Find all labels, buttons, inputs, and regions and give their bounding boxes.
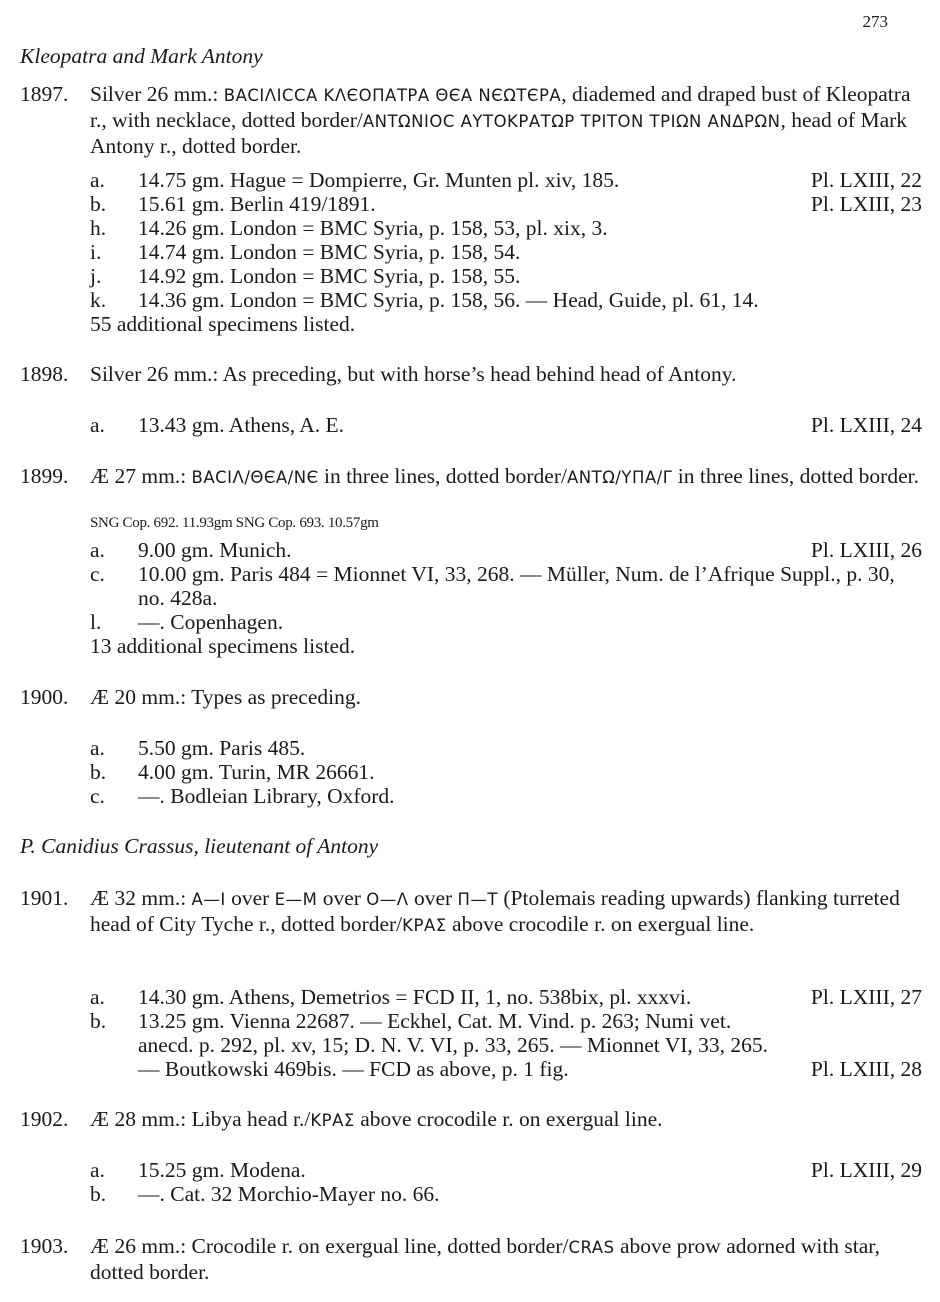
specimen-text: 4.00 gm. Turin, MR 26661.: [138, 760, 375, 784]
plate-reference: Pl. LXIII, 22: [810, 168, 922, 192]
specimen-text: —. Bodleian Library, Oxford.: [138, 784, 395, 808]
specimen-text: 13.43 gm. Athens, A. E.: [138, 413, 345, 437]
plate-reference: Pl. LXIII, 23: [810, 192, 922, 216]
reverse-legend: ΑΝΤΩΝΙΟC ΑΥΤΟΚΡΑΤΩΡ ΤΡΙΤΟΝ ΤΡΙΩΝ ΑΝΔΡΩΝ: [362, 112, 781, 131]
reverse-legend: CRAS: [568, 1238, 615, 1257]
reverse-legend: ΑΝΤΩ/ΥΠΑ/Γ: [566, 468, 673, 487]
specimen-text: 14.75 gm. Hague = Dompierre, Gr. Munten pl. xiv, 185.: [138, 168, 620, 192]
specimen-item: [90, 562, 922, 610]
specimen-item: [90, 264, 922, 288]
plate-reference: Pl. LXIII, 26: [810, 538, 922, 562]
specimen-text: 14.30 gm. Athens, Demetrios = FCD II, 1, no. 538bix, pl. xxxvi.: [138, 985, 692, 1009]
specimen-letter: l.: [90, 610, 102, 634]
specimen-item: [90, 1009, 922, 1081]
specimen-text: 9.00 gm. Munich.: [138, 538, 292, 562]
section-heading-canidius-crassus: P. Canidius Crassus, lieutenant of Antony: [20, 834, 379, 858]
entry-description: [90, 886, 920, 938]
catalog-entry-1900: [20, 685, 920, 709]
specimen-letter: b.: [90, 760, 107, 784]
additional-specimens-note: 55 additional specimens listed.: [90, 312, 356, 336]
specimen-list-1897: [90, 168, 922, 336]
additional-specimens-note: 13 additional specimens listed.: [90, 634, 356, 658]
reverse-legend: ΚΡΑΣ: [402, 916, 447, 935]
specimen-item: [90, 610, 922, 634]
specimen-letter: a.: [90, 413, 105, 437]
entry-description: [90, 82, 920, 158]
specimen-item: [90, 216, 922, 240]
section-heading-kleopatra-antony: Kleopatra and Mark Antony: [20, 44, 263, 68]
specimen-letter: a.: [90, 985, 105, 1009]
catalog-entry-1898: [20, 362, 920, 386]
obverse-legend: ΒΑCΙΛ/ΘЄΑ/ΝЄ: [191, 468, 319, 487]
obverse-legend-part: Ε—Μ: [274, 890, 318, 909]
specimen-item: [90, 784, 922, 808]
desc-text: Æ 26 mm.: Crocodile r. on exergual line, dotted border/: [90, 1234, 569, 1258]
desc-text: Æ 32 mm.:: [90, 886, 192, 910]
entry-number: 1897.: [20, 82, 69, 106]
obverse-legend-part: Α—Ι: [191, 890, 226, 909]
specimen-item: [90, 240, 922, 264]
desc-text: above prow adorned with star, dotted border.: [90, 1234, 880, 1284]
desc-text: above crocodile r. on exergual line.: [446, 912, 755, 936]
entry-number: 1898.: [20, 362, 69, 386]
specimen-letter: b.: [90, 1009, 107, 1033]
specimen-item: [90, 736, 922, 760]
specimen-text: 10.00 gm. Paris 484 = Mionnet VI, 33, 268. — Müller, Num. de l’Afrique Suppl., p. 30, no. 428a.: [138, 562, 895, 610]
specimen-text: —. Cat. 32 Morchio-Mayer no. 66.: [138, 1182, 440, 1206]
desc-text: , diademed and draped bust of Kleopatra r., with necklace, dotted border/: [90, 82, 911, 132]
obverse-legend-part: Π—Τ: [457, 890, 499, 909]
specimen-letter: j.: [90, 264, 102, 288]
entry-description: [90, 464, 920, 490]
desc-text: over: [225, 886, 275, 910]
specimen-letter: k.: [90, 288, 107, 312]
entry-description: [90, 1107, 920, 1133]
catalog-entry-1897: [20, 82, 920, 158]
specimen-text: 15.25 gm. Modena.: [138, 1158, 306, 1182]
specimen-item: [90, 760, 922, 784]
specimen-text: 5.50 gm. Paris 485.: [138, 736, 306, 760]
specimen-list-1900: [90, 736, 922, 808]
specimen-letter: b.: [90, 1182, 107, 1206]
entry-number: 1900.: [20, 685, 69, 709]
specimen-list-1902: [90, 1158, 922, 1206]
specimen-list-1901: [90, 985, 922, 1081]
specimen-letter: a.: [90, 1158, 105, 1182]
obverse-legend-part: Ο—Λ: [366, 890, 409, 909]
specimen-letter: a.: [90, 736, 105, 760]
page-number: 273: [862, 12, 888, 31]
specimen-item: [90, 192, 922, 216]
desc-text: (Ptolemais reading upwards) flanking turreted head of City Tyche r., dotted border/: [90, 886, 900, 936]
sng-reference-note: SNG Cop. 692. 11.93gm SNG Cop. 693. 10.57gm: [90, 515, 379, 531]
catalog-entry-1903: [20, 1234, 920, 1284]
desc-text: above crocodile r. on exergual line.: [354, 1107, 663, 1131]
specimen-item: [90, 168, 922, 192]
specimen-item: [90, 413, 922, 437]
entry-description: Æ 20 mm.: Types as preceding.: [90, 685, 361, 709]
specimen-text: 14.26 gm. London = BMC Syria, p. 158, 53, pl. xix, 3.: [138, 216, 608, 240]
desc-text: in three lines, dotted border.: [672, 464, 919, 488]
specimen-item: [90, 1158, 922, 1182]
entry-number: 1899.: [20, 464, 69, 488]
entry-number: 1901.: [20, 886, 69, 910]
desc-text: , head of Mark Antony r., dotted border.: [90, 108, 908, 158]
desc-text: in three lines, dotted border/: [318, 464, 567, 488]
entry-description: [90, 1234, 920, 1284]
specimen-letter: b.: [90, 192, 107, 216]
specimen-text: 14.74 gm. London = BMC Syria, p. 158, 54.: [138, 240, 521, 264]
specimen-letter: c.: [90, 784, 105, 808]
specimen-text: 15.61 gm. Berlin 419/1891.: [138, 192, 376, 216]
plate-reference: Pl. LXIII, 28: [810, 1057, 922, 1081]
specimen-text: 14.92 gm. London = BMC Syria, p. 158, 55.: [138, 264, 521, 288]
specimen-text: —. Copenhagen.: [138, 610, 284, 634]
desc-text: Silver 26 mm.:: [90, 82, 224, 106]
reverse-legend: ΚΡΑΣ: [310, 1111, 355, 1130]
specimen-letter: a.: [90, 538, 105, 562]
specimen-text: 13.25 gm. Vienna 22687. — Eckhel, Cat. M. Vind. p. 263; Numi vet. anecd. p. 292, pl. xv, 15; D. N. V. VI, p. 33, 265. — Mionnet VI, 33, 265. — Boutkowski 469bis. — FCD as above, p. 1 fig.: [138, 1009, 769, 1081]
obverse-legend: ΒΑCΙΛΙCCΑ ΚΛЄΟΠΑΤΡΑ ΘЄΑ ΝЄΩΤЄΡΑ: [223, 86, 562, 105]
plate-reference: Pl. LXIII, 29: [810, 1158, 922, 1182]
entry-number: 1903.: [20, 1234, 69, 1258]
desc-text: Æ 28 mm.: Libya head r./: [90, 1107, 311, 1131]
specimen-letter: h.: [90, 216, 107, 240]
specimen-letter: c.: [90, 562, 105, 586]
specimen-item: [90, 985, 922, 1009]
plate-reference: Pl. LXIII, 24: [810, 413, 922, 437]
specimen-letter: i.: [90, 240, 102, 264]
entry-number: 1902.: [20, 1107, 69, 1131]
specimen-text: 14.36 gm. London = BMC Syria, p. 158, 56. — Head, Guide, pl. 61, 14.: [138, 288, 759, 312]
catalog-entry-1901: [20, 886, 920, 938]
specimen-list-1899: [90, 538, 922, 658]
plate-reference: Pl. LXIII, 27: [810, 985, 922, 1009]
specimen-item: [90, 288, 922, 312]
specimen-item: [90, 538, 922, 562]
catalog-entry-1902: [20, 1107, 920, 1133]
specimen-letter: a.: [90, 168, 105, 192]
entry-description: Silver 26 mm.: As preceding, but with horse’s head behind head of Antony.: [90, 362, 737, 386]
specimen-item: [90, 1182, 922, 1206]
desc-text: over: [317, 886, 367, 910]
desc-text: Æ 27 mm.:: [90, 464, 192, 488]
catalog-entry-1899: [20, 464, 920, 490]
specimen-list-1898: [90, 413, 922, 437]
desc-text: over: [408, 886, 458, 910]
